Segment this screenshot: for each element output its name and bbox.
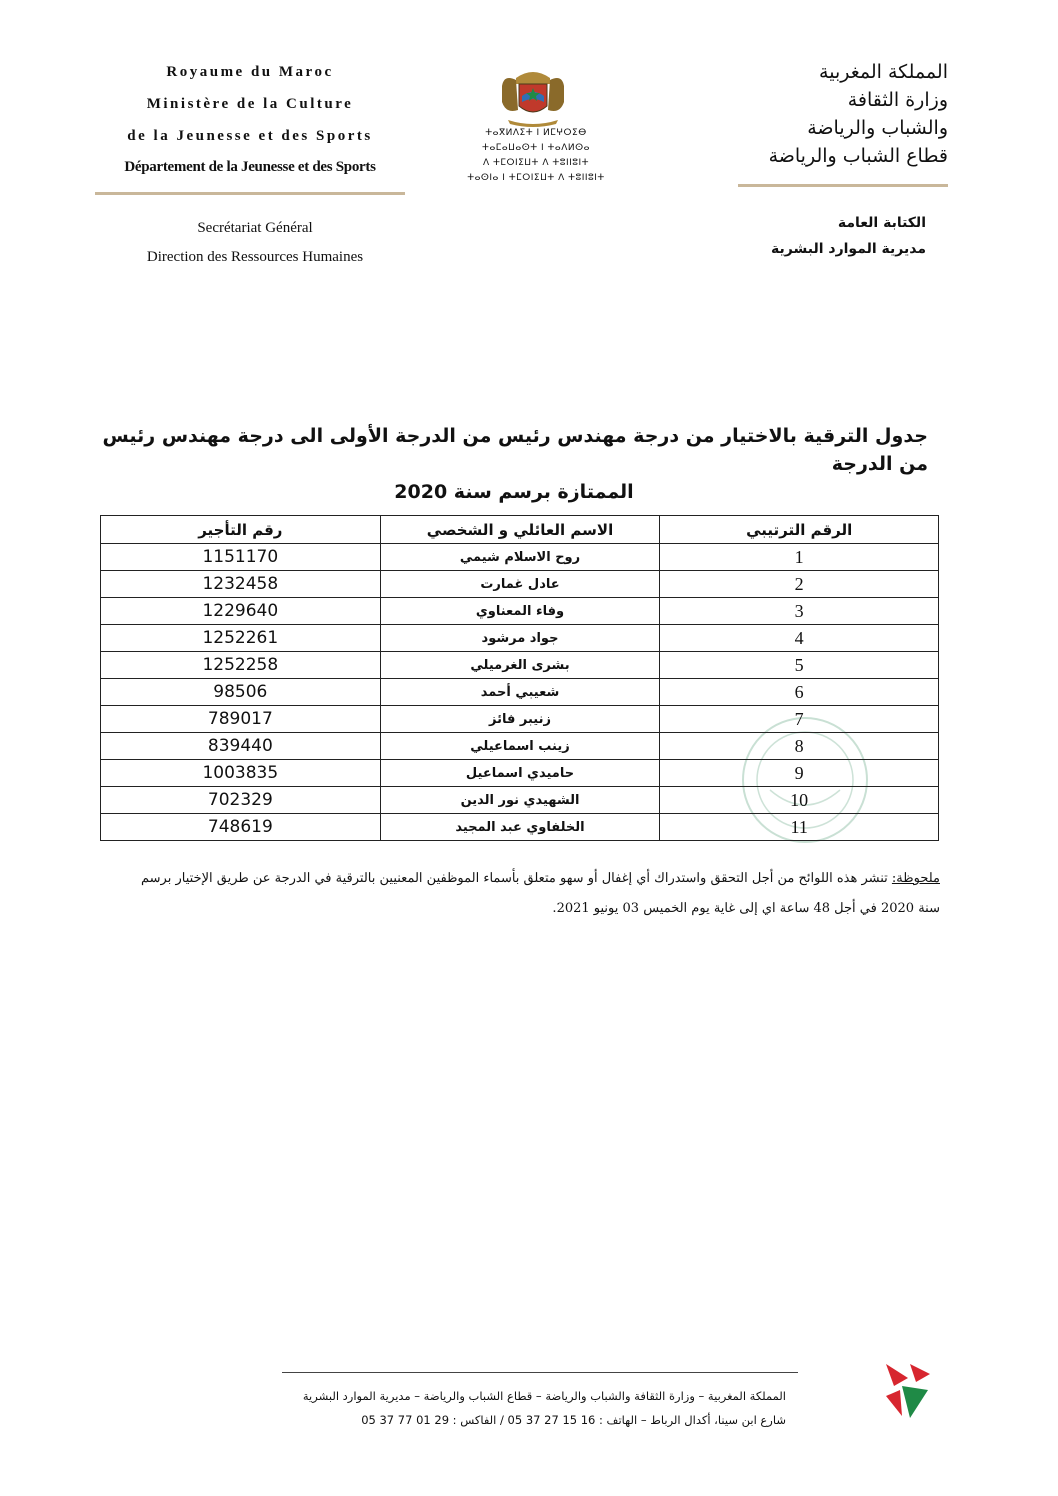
footer-divider <box>282 1372 798 1373</box>
header-fr-kingdom: Royaume du Maroc <box>166 64 334 80</box>
cell-rank: 7 <box>660 706 939 733</box>
note-paragraph <box>120 864 940 924</box>
table-row <box>101 625 939 652</box>
cell-matricule: 98506 <box>101 679 381 706</box>
table-header-row <box>101 516 939 544</box>
header-matricule: رقم التأجير <box>101 516 381 544</box>
tifinagh-line: ⵜⴰⵙⵏⴰ ⵏ ⵜⵎⵔⵏⵉⵡⵜ ⴷ ⵜⵓⵏⵏⵓⵏⵜ <box>467 173 605 183</box>
table-row <box>101 733 939 760</box>
header-fr-ministry-cont: de la Jeunesse et des Sports <box>127 128 373 144</box>
cell-name: روح الاسلام شيمي <box>380 544 660 571</box>
department-logo-icon <box>880 1360 936 1420</box>
header-ar-divider <box>738 184 948 187</box>
title-line-2: الممتازة برسم سنة 2020 <box>394 481 634 503</box>
cell-name: زينب اسماعيلي <box>380 733 660 760</box>
cell-matricule: 1229640 <box>101 598 381 625</box>
cell-matricule: 1003835 <box>101 760 381 787</box>
tifinagh-line: ⵜⴰⴳⵍⴷⵉⵜ ⵏ ⵍⵎⵖⵔⵉⴱ <box>485 128 587 138</box>
cell-rank: 5 <box>660 652 939 679</box>
cell-matricule: 1252261 <box>101 625 381 652</box>
tifinagh-line: ⵜⴰⵎⴰⵡⴰⵙⵜ ⵏ ⵜⴰⴷⵍⵙⴰ <box>482 143 590 153</box>
secretariat-ar-direction: مديرية الموارد البشرية <box>771 241 926 257</box>
cell-name: شعيبي أحمد <box>380 679 660 706</box>
cell-rank: 6 <box>660 679 939 706</box>
secretariat-ar-general: الكتابة العامة <box>837 215 926 231</box>
promotion-table <box>100 515 939 841</box>
cell-rank: 8 <box>660 733 939 760</box>
cell-rank: 11 <box>660 814 939 841</box>
header-name: الاسم العائلي و الشخصي <box>380 516 660 544</box>
cell-matricule: 1232458 <box>101 571 381 598</box>
header-french <box>95 56 405 195</box>
table-row <box>101 544 939 571</box>
header-rank: الرقم الترتيبي <box>660 516 939 544</box>
cell-matricule: 839440 <box>101 733 381 760</box>
cell-name: الخلفاوي عبد المجيد <box>380 814 660 841</box>
cell-rank: 9 <box>660 760 939 787</box>
document-title <box>100 422 928 506</box>
footer-line-2: شارع ابن سينا، أكدال الرباط – الهاتف : 16 15 27 37 05 / الفاكس : 29 01 77 37 05 <box>361 1413 786 1427</box>
table-row <box>101 787 939 814</box>
footer <box>240 1384 786 1432</box>
cell-name: زنيبر فائز <box>380 706 660 733</box>
header-arabic <box>738 58 948 187</box>
header-ar-ministry: وزارة الثقافة <box>847 89 948 111</box>
cell-name: عادل غمارت <box>380 571 660 598</box>
table-row <box>101 814 939 841</box>
note-label: ملحوظة: <box>891 871 940 886</box>
secretariat-arabic <box>706 210 926 262</box>
header-ar-department: قطاع الشباب والرياضة <box>768 145 948 167</box>
cell-matricule: 1151170 <box>101 544 381 571</box>
cell-rank: 3 <box>660 598 939 625</box>
cell-name: حاميدي اسماعيل <box>380 760 660 787</box>
cell-name: بشرى الغرميلي <box>380 652 660 679</box>
cell-name: الشهيدي نور الدين <box>380 787 660 814</box>
cell-rank: 2 <box>660 571 939 598</box>
secretariat-fr-general: Secrétariat Général <box>197 220 313 236</box>
cell-matricule: 702329 <box>101 787 381 814</box>
header-fr-department: Département de la Jeunesse et des Sports <box>124 159 376 175</box>
header-fr-divider <box>95 192 405 195</box>
header-fr-ministry: Ministère de la Culture <box>146 96 354 112</box>
cell-rank: 4 <box>660 625 939 652</box>
note-text: تنشر هذه اللوائح من أجل التحقق واستدراك أي إغفال أو سهو متعلق بأسماء الموظفين المعنيين بالترقية في الدرجة عن طريق الإختيار برسم سنة 2020 في أجل 48 ساعة اي إلى غاية يوم الخميس 03 يونيو 2021. <box>141 871 940 916</box>
cell-name: جواد مرشود <box>380 625 660 652</box>
cell-name: وفاء المعناوي <box>380 598 660 625</box>
table-row <box>101 652 939 679</box>
cell-rank: 1 <box>660 544 939 571</box>
header-ar-ministry-cont: والشباب والرياضة <box>807 117 948 139</box>
table-row <box>101 760 939 787</box>
table-row <box>101 598 939 625</box>
secretariat-fr-direction: Direction des Ressources Humaines <box>146 249 364 265</box>
footer-line-1: المملكة المغربية – وزارة الثقافة والشباب والرياضة – قطاع الشباب والرياضة – مديرية الموارد البشرية <box>302 1389 786 1403</box>
tifinagh-line: ⴷ ⵜⵎⵔⵏⵉⵡⵜ ⴷ ⵜⵓⵏⵏⵓⵏⵜ <box>482 158 590 168</box>
header-ar-kingdom: المملكة المغربية <box>819 61 948 83</box>
cell-rank: 10 <box>660 787 939 814</box>
cell-matricule: 748619 <box>101 814 381 841</box>
title-line-1: جدول الترقية بالاختيار من درجة مهندس رئيس من الدرجة الأولى الى درجة مهندس رئيس من الدرجة <box>102 425 928 475</box>
table-row <box>101 571 939 598</box>
secretariat-french <box>110 214 400 272</box>
cell-matricule: 1252258 <box>101 652 381 679</box>
table-row <box>101 706 939 733</box>
tifinagh-header <box>460 126 612 186</box>
table-row <box>101 679 939 706</box>
cell-matricule: 789017 <box>101 706 381 733</box>
coat-of-arms-icon <box>494 66 572 130</box>
